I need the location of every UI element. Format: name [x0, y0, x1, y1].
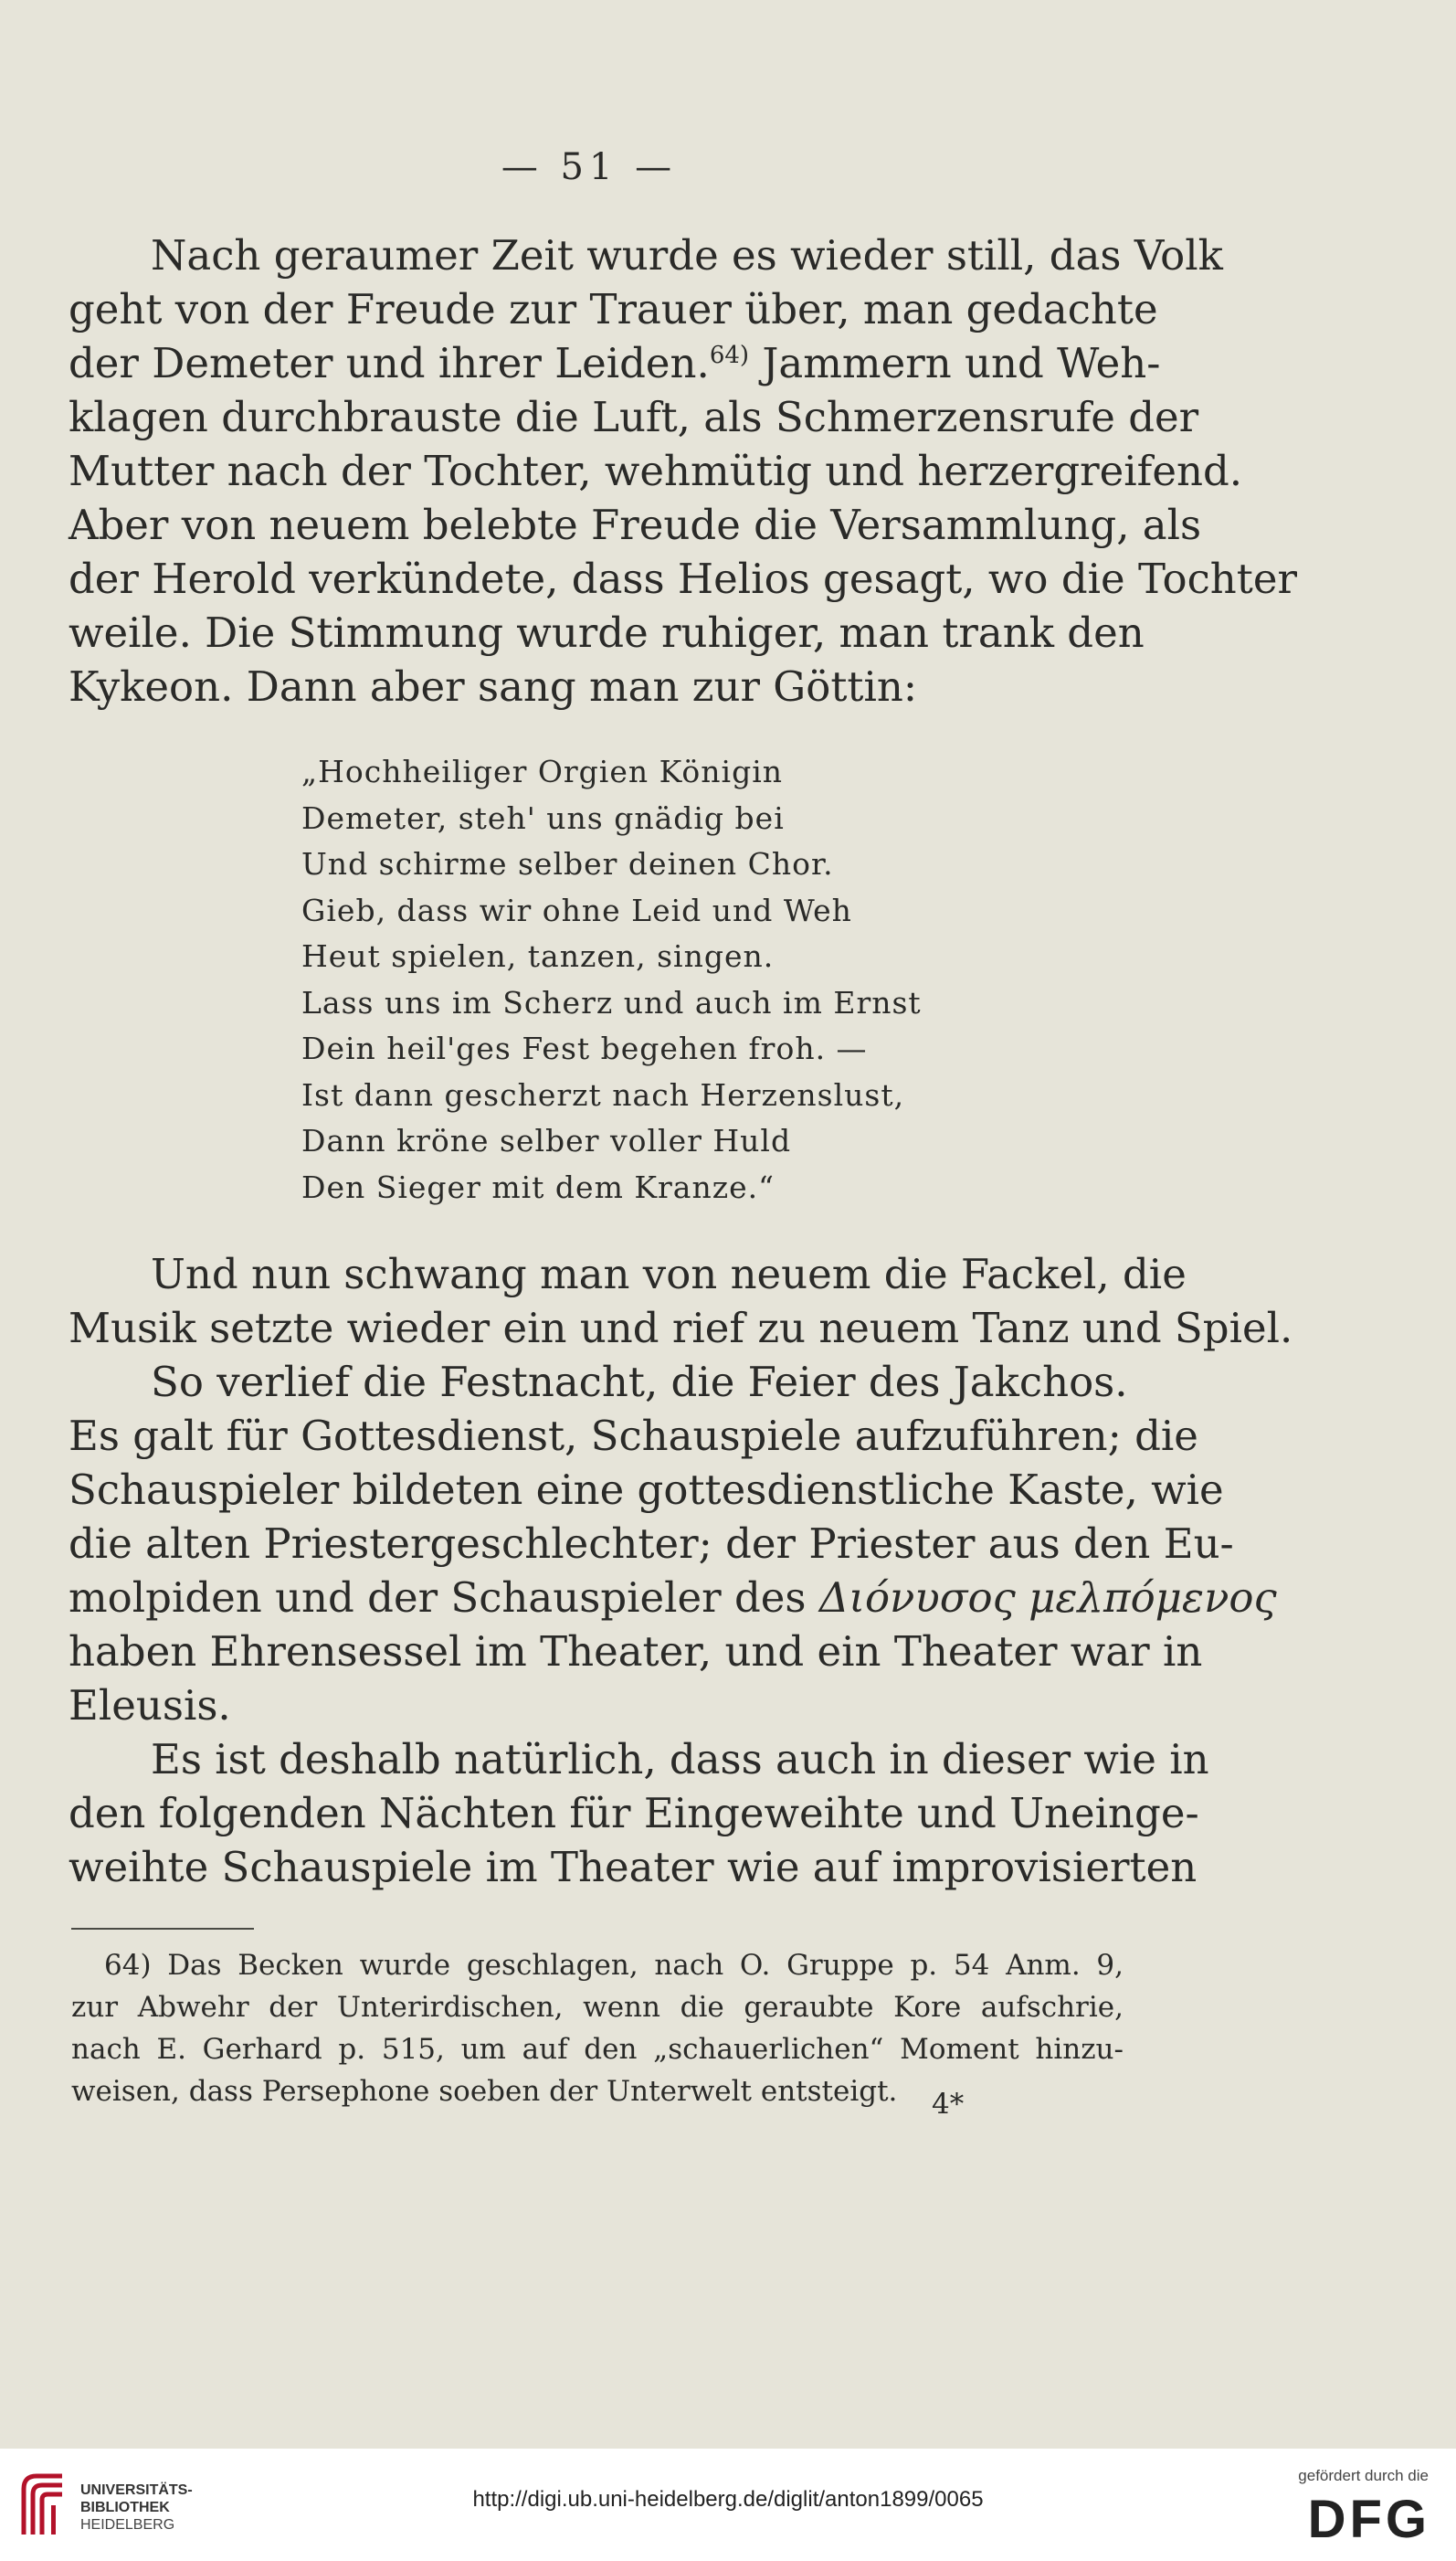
text-line: So verlief die Festnacht, die Feier des Jakchos.: [151, 1358, 1128, 1406]
footnote-line: weisen, dass Persephone soeben der Unterwelt entsteigt.: [71, 2075, 898, 2108]
library-name-line: BIBLIOTHEK: [80, 2500, 170, 2515]
footnote-line: zur Abwehr der Unterirdischen, wenn die geraubte Kore aufschrie,: [71, 1991, 1124, 2024]
paragraph-1: [69, 228, 1297, 714]
text-line: Und nun schwang man von neuem die Fackel, die: [151, 1250, 1187, 1298]
text-line: Aber von neuem belebte Freude die Versammlung, als: [69, 501, 1202, 549]
paragraph-3: [69, 1355, 1277, 1732]
signature-mark: 4*: [932, 2088, 965, 2121]
poem-line: Und schirme selber deinen Chor.: [301, 846, 834, 882]
text-line: Schauspieler bildeten eine gottesdienstliche Kaste, wie: [69, 1466, 1224, 1514]
footnote-ref: 64): [709, 342, 750, 369]
library-name-line: UNIVERSITÄTS-: [80, 2482, 193, 2498]
funding-label: gefördert durch die: [1298, 2467, 1429, 2484]
text-line: haben Ehrensessel im Theater, und ein Theater war in: [69, 1627, 1203, 1676]
text-line: der Herold verkündete, dass Helios gesagt, wo die Tochter: [69, 555, 1297, 603]
text-line: Es galt für Gottesdienst, Schauspiele aufzuführen; die: [69, 1412, 1198, 1460]
text-line: den folgenden Nächten für Eingeweihte und Uneinge-: [69, 1789, 1199, 1837]
text-line: [69, 1571, 1277, 1624]
footnote-line: nach E. Gerhard p. 515, um auf den „schauerlichen“ Moment hinzu-: [71, 2033, 1124, 2066]
text-line: klagen durchbrauste die Luft, als Schmerzensrufe der: [69, 393, 1199, 441]
text-line: weile. Die Stimmung wurde ruhiger, man trank den: [69, 609, 1145, 657]
library-name-line: HEIDELBERG: [80, 2517, 175, 2533]
text-line: weihte Schauspiele im Theater wie auf improvisierten: [69, 1843, 1198, 1891]
paragraph-2: [69, 1247, 1293, 1355]
footnote: [71, 1944, 1124, 2112]
poem-line: Dann kröne selber voller Huld: [301, 1123, 792, 1159]
source-url-link[interactable]: http://digi.ub.uni-heidelberg.de/diglit/anton1899/0065: [472, 2487, 984, 2512]
poem-line: „Hochheiliger Orgien Königin: [301, 754, 783, 789]
text-line: Es ist deshalb natürlich, dass auch in dieser wie in: [151, 1735, 1209, 1783]
footer-bar: [0, 2449, 1456, 2561]
poem: [301, 749, 922, 1211]
footnote-line: 64) Das Becken wurde geschlagen, nach O. Gruppe p. 54 Anm. 9,: [104, 1949, 1124, 1982]
text-segment: Jammern und Weh-: [749, 339, 1161, 387]
paragraph-4: [69, 1732, 1209, 1894]
dfg-logo: DFG: [1307, 2490, 1430, 2549]
poem-line: Gieb, dass wir ohne Leid und Weh: [301, 892, 852, 928]
poem-line: Lass uns im Scherz und auch im Ernst: [301, 984, 922, 1021]
poem-line: Heut spielen, tanzen, singen.: [301, 938, 775, 974]
footnote-divider: [71, 1928, 254, 1930]
poem-line: Demeter, steh' uns gnädig bei: [301, 799, 785, 836]
page-number: — 51 —: [501, 146, 678, 188]
poem-line: Ist dann gescherzt nach Herzenslust,: [301, 1076, 905, 1113]
text-line: geht von der Freude zur Trauer über, man gedachte: [69, 285, 1158, 333]
text-line: [69, 336, 1161, 390]
text-line: Eleusis.: [69, 1681, 231, 1730]
poem-line: Dein heil'ges Fest begehen froh. —: [301, 1031, 868, 1066]
text-line: Mutter nach der Tochter, wehmütig und herzergreifend.: [69, 447, 1243, 495]
text-segment: der Demeter und ihrer Leiden.: [69, 339, 710, 387]
greek-phrase: Διόνυσος μελπόμενος: [818, 1573, 1277, 1622]
text-line: die alten Priestergeschlechter; der Priester aus den Eu-: [69, 1519, 1234, 1568]
text-line: Kykeon. Dann aber sang man zur Göttin:: [69, 662, 918, 711]
text-line: Musik setzte wieder ein und rief zu neuem Tanz und Spiel.: [69, 1304, 1293, 1352]
text-line: Nach geraumer Zeit wurde es wieder still, das Volk: [151, 231, 1223, 280]
text-segment: molpiden und der Schauspieler des: [69, 1573, 819, 1622]
poem-line: Den Sieger mit dem Kranze.“: [301, 1169, 775, 1205]
